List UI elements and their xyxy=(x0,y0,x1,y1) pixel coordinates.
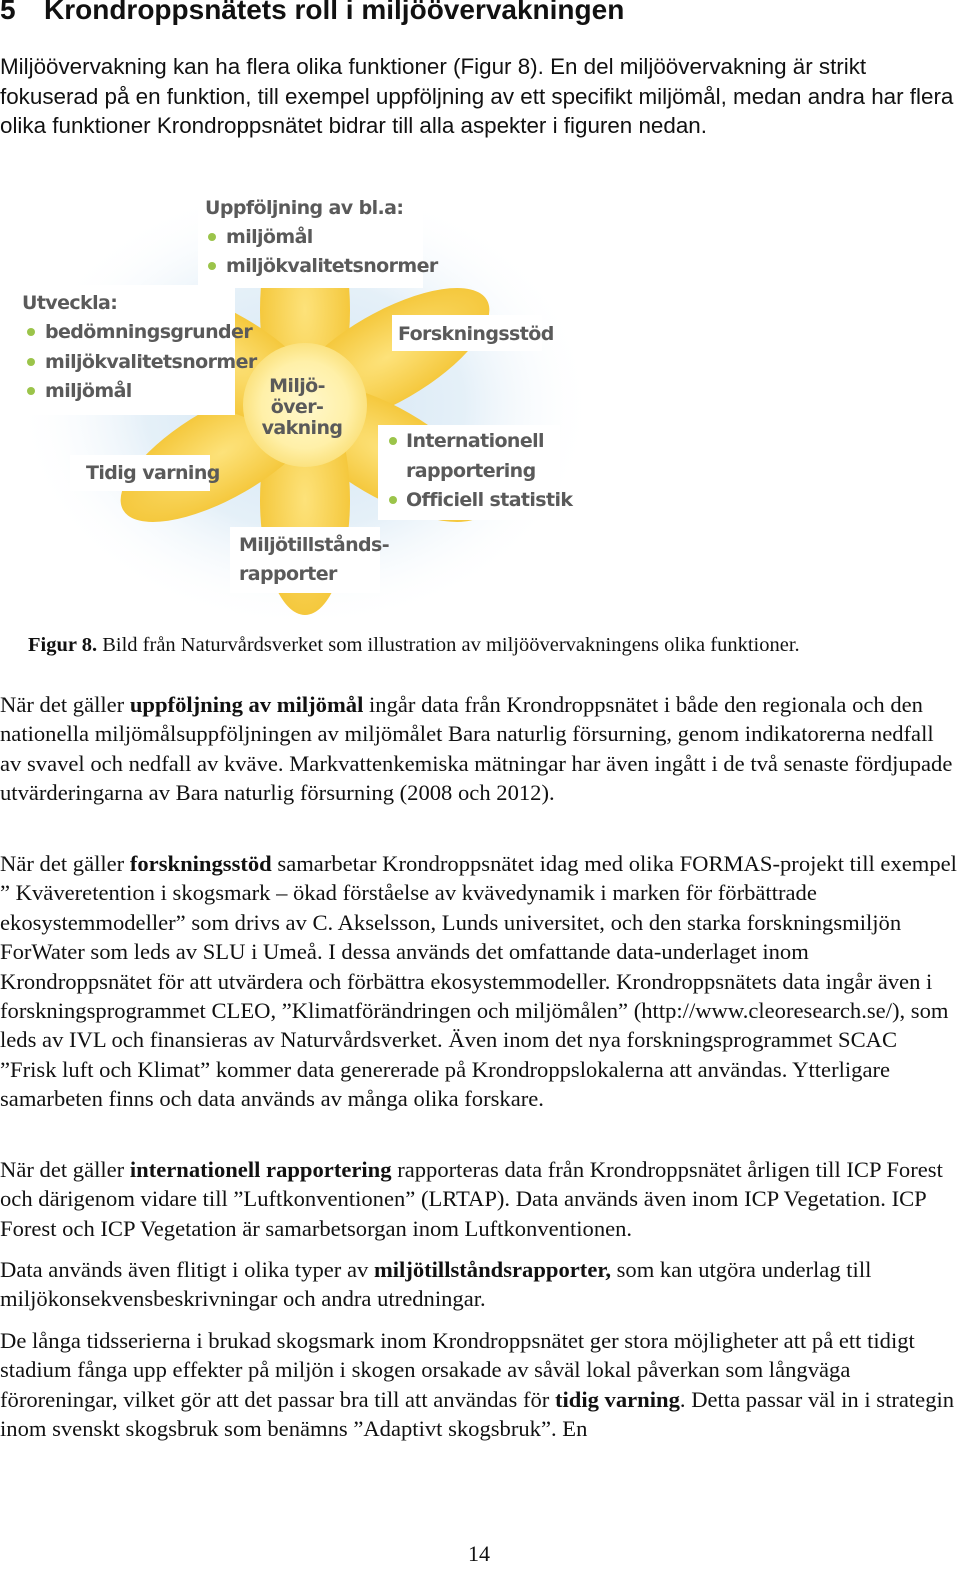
caption-label: Figur 8. xyxy=(28,634,98,656)
intl-bullet-1-line-1: Internationell xyxy=(406,430,544,452)
paragraph-internationell-rapportering xyxy=(0,1155,958,1243)
bold-term: uppföljning av miljömål xyxy=(129,692,364,717)
bullet-icon xyxy=(208,233,216,241)
text-run: rapporteras data från Krondroppsnätet årligen till ICP Forest och därigenom vidare till ”Luftkonventionen” (LRTAP). Data används även inom ICP Vegetation. ICP Forest och ICP Vegetation är samarbetsorgan inom Luftkonventionen. xyxy=(0,1157,943,1241)
top-bullet-1: miljömål xyxy=(226,226,313,248)
intro-paragraph: Miljöövervakning kan ha flera olika funktioner (Figur 8). En del miljöövervakning är strikt fokuserad på en funktion, till exempel uppföljning av ett specifikt miljömål, medan andra har flera olika funktioner Krondroppsnätet bidrar till alla aspekter i figuren nedan. xyxy=(0,54,954,138)
page-number: 14 xyxy=(468,1541,490,1566)
sun-diagram xyxy=(0,165,600,625)
section-heading xyxy=(0,0,624,26)
early-warning-label: Tidig varning xyxy=(86,462,220,484)
intl-bullet-1-line-2: rapportering xyxy=(406,460,536,482)
bullet-icon xyxy=(208,262,216,270)
section-number: 5 xyxy=(0,0,16,25)
center-line-1: Miljö- xyxy=(269,375,325,397)
bold-term: internationell rapportering xyxy=(129,1157,392,1182)
bold-term: tidig varning xyxy=(554,1386,680,1412)
left-bullet-2: miljökvalitetsnormer xyxy=(45,351,257,373)
section-title: Krondroppsnätets roll i miljöövervakningen xyxy=(44,0,625,25)
text-run: De långa tidsserierna i brukad skogsmark inom Krondroppsnätet ger stora möjligheter att på ett tidigt stadium fånga upp effekter på miljön i skogen orsakade av såväl lokal påverkan som långväga föroreningar, vilket gör att det passar bra till att användas för xyxy=(0,1328,915,1412)
left-bullet-3: miljömål xyxy=(45,380,132,402)
left-bullet-1: bedömningsgrunder xyxy=(45,321,253,343)
bullet-icon xyxy=(389,496,397,504)
paragraph-forskningsstod xyxy=(0,849,958,1114)
center-line-3: vakning xyxy=(261,417,343,439)
text-run: Data används även flitigt i olika typer av xyxy=(0,1257,374,1282)
text-run: När det gäller xyxy=(0,1157,130,1182)
top-bullet-2: miljökvalitetsnormer xyxy=(226,255,438,277)
paragraph-uppfoljning xyxy=(0,690,958,808)
top-title: Uppföljning av bl.a: xyxy=(205,197,404,219)
bold-term: miljötillståndsrapporter, xyxy=(373,1257,611,1282)
left-title: Utveckla: xyxy=(22,292,118,314)
paragraph-miljotillstandsrapporter xyxy=(0,1255,958,1314)
text-run: samarbetar Krondroppsnätet idag med olika FORMAS-projekt till exempel ” Kväveretention i skogsmark – ökad förståelse av kvävedynamik i marken för förbättrade ekosystemmodeller” som drivs av C. Akselsson, Lunds universitet, och den starka forskningsmiljön ForWater som leds av SLU i Umeå. I dessa används det omfattande data-underlaget inom Krondroppsnätet för att utvärdera och förbättra ekosystemmodeller. Krondroppsnätets data ingår även i forskningsprogrammet CLEO, ”Klimatförändringen och miljömålen” (http://www.cleoresearch.se/), som leds av IVL och finansieras av Naturvårdsverket. Även inom det nya forskningsprogrammet SCAC ”Frisk luft och Klimat” kommer data genererade på Krondroppslokalerna att användas. Ytterligare samarbeten finns och data används av många olika forskare. xyxy=(0,851,957,1112)
bold-term: forskningsstöd xyxy=(129,851,272,876)
bullet-icon xyxy=(27,358,35,366)
text-run: som kan utgöra underlag till miljökonsekvensbeskrivningar och andra utredningar. xyxy=(0,1257,872,1312)
text-run: När det gäller xyxy=(0,851,130,876)
bullet-icon xyxy=(389,437,397,445)
reports-line-1: Miljötillstånds- xyxy=(239,534,390,556)
text-run: . Detta passar väl in i strategin inom svenskt skogsbruk som benämns ”Adaptivt skogsbruk”. En xyxy=(0,1386,955,1442)
bullet-icon xyxy=(27,387,35,395)
research-label: Forskningsstöd xyxy=(398,323,554,345)
figure-caption xyxy=(28,634,800,657)
center-line-2: över- xyxy=(270,396,324,418)
text-run: ingår data från Krondroppsnätet i både den regionala och den nationella miljömålsuppföljningen av miljömålet Bara naturlig försurning, genom indikatorerna nedfall av svavel och nedfall av kväve. Markvattenkemiska mätningar har även ingått i de två senaste fördjupade utvärderingarna av Bara naturlig försurning (2008 och 2012). xyxy=(0,692,953,806)
intl-bullet-2: Officiell statistik xyxy=(406,489,573,511)
text-run: När det gäller xyxy=(0,692,130,717)
reports-line-2: rapporter xyxy=(239,563,337,585)
caption-text: Bild från Naturvårdsverket som illustration av miljöövervakningens olika funktioner. xyxy=(97,634,800,656)
paragraph-tidig-varning xyxy=(0,1326,958,1444)
figure-8-diagram xyxy=(0,165,600,625)
bullet-icon xyxy=(27,328,35,336)
